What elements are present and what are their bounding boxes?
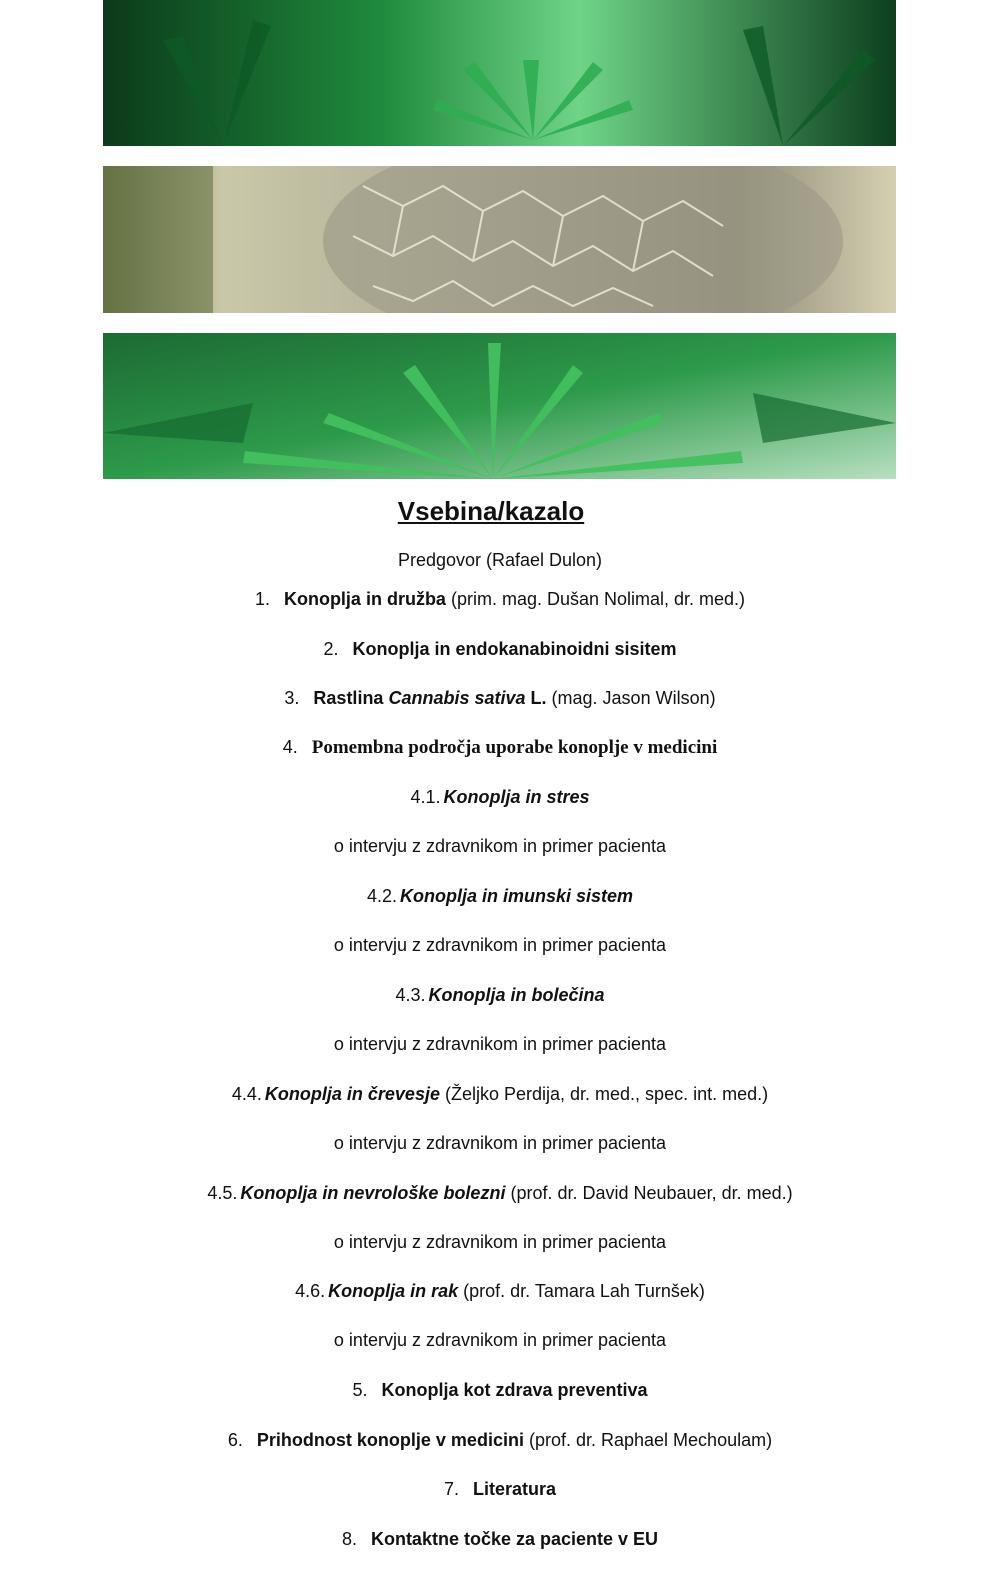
- toc-item-title-pre: Rastlina: [313, 688, 389, 708]
- toc-item-8: [0, 1527, 1000, 1551]
- toc-item-number: 4.4.: [231, 1084, 262, 1104]
- toc-item-title: Konoplja in družba: [283, 589, 446, 609]
- toc-interview-line: o intervju z zdravnikom in primer pacienta: [333, 1034, 667, 1054]
- toc-interview-line: o intervju z zdravnikom in primer pacienta: [333, 1330, 667, 1350]
- toc-item-author: (prof. dr. Raphael Mechoulam): [528, 1430, 773, 1450]
- toc-item-number: 4.: [282, 737, 298, 757]
- toc-item-number: 4.6.: [295, 1281, 326, 1301]
- toc-item-4: [0, 735, 1000, 760]
- toc-item-4-5: [0, 1181, 1000, 1205]
- toc-item-number: 8.: [341, 1529, 357, 1549]
- toc-item-7: [0, 1477, 1000, 1501]
- toc-item-title: Konoplja kot zdrava preventiva: [381, 1380, 648, 1400]
- toc-preface: Predgovor (Rafael Dulon): [397, 550, 603, 570]
- toc-item-title: Pomembna področja uporabe konoplje v medicini: [311, 737, 718, 758]
- toc-item-title: Konoplja in stres: [443, 787, 590, 807]
- toc-item-title: Literatura: [472, 1479, 557, 1499]
- toc-item-6: [0, 1428, 1000, 1452]
- toc-item-4-1: [0, 785, 1000, 809]
- toc-item-title: Konoplja in črevesje: [264, 1084, 440, 1104]
- toc-item-number: 1.: [254, 589, 270, 609]
- toc-item-number: 7.: [443, 1479, 459, 1499]
- toc-item-title: Konoplja in endokanabinoidni sisitem: [352, 639, 677, 659]
- toc-item-4-3: [0, 983, 1000, 1007]
- toc-item-4-6: [0, 1279, 1000, 1303]
- toc-item-number: 4.5.: [207, 1183, 238, 1203]
- toc-item-number: 4.2.: [366, 886, 397, 906]
- toc-item-number: 2.: [323, 639, 339, 659]
- toc-item-4-4: [0, 1082, 1000, 1106]
- toc-interview-line: o intervju z zdravnikom in primer pacienta: [333, 1232, 667, 1252]
- toc-item-author: (prof. dr. David Neubauer, dr. med.): [510, 1183, 793, 1203]
- toc-interview-line: o intervju z zdravnikom in primer pacienta: [333, 1133, 667, 1153]
- toc-item-title: Konoplja in rak: [328, 1281, 459, 1301]
- toc-item-author: (Željko Perdija, dr. med., spec. int. med.): [444, 1084, 769, 1104]
- cannabis-plant-banner-image: [103, 333, 896, 479]
- toc-item-3: [0, 686, 1000, 710]
- cannabis-seed-macro-banner-image: [103, 166, 896, 313]
- cannabis-leaves-banner-image: [103, 0, 896, 146]
- toc-item-author: (prim. mag. Dušan Nolimal, dr. med.): [450, 589, 746, 609]
- toc-item-5: [0, 1378, 1000, 1402]
- toc-item-number: 5.: [352, 1380, 368, 1400]
- toc-item-number: 4.3.: [395, 985, 426, 1005]
- toc-item-number: 6.: [227, 1430, 243, 1450]
- toc-item-title-post: L.: [525, 688, 547, 708]
- toc-item-1: [0, 587, 1000, 611]
- toc-item-number: 3.: [284, 688, 300, 708]
- toc-item-author: (mag. Jason Wilson): [551, 688, 716, 708]
- toc-item-title: Prihodnost konoplje v medicini: [256, 1430, 524, 1450]
- toc-item-title: Konoplja in bolečina: [428, 985, 605, 1005]
- page-title: Vsebina/kazalo: [397, 496, 585, 526]
- toc-interview-line: o intervju z zdravnikom in primer pacienta: [333, 935, 667, 955]
- toc-item-number: 4.1.: [410, 787, 441, 807]
- toc-item-4-2: [0, 884, 1000, 908]
- toc-item-title: Kontaktne točke za paciente v EU: [370, 1529, 659, 1549]
- toc-interview-line: o intervju z zdravnikom in primer pacienta: [333, 836, 667, 856]
- toc-item-title: Konoplja in imunski sistem: [399, 886, 634, 906]
- toc-item-2: [0, 637, 1000, 661]
- toc-item-title-italic: Cannabis sativa: [388, 688, 526, 708]
- toc-item-title: Konoplja in nevrološke bolezni: [240, 1183, 506, 1203]
- toc-item-author: (prof. dr. Tamara Lah Turnšek): [463, 1281, 705, 1301]
